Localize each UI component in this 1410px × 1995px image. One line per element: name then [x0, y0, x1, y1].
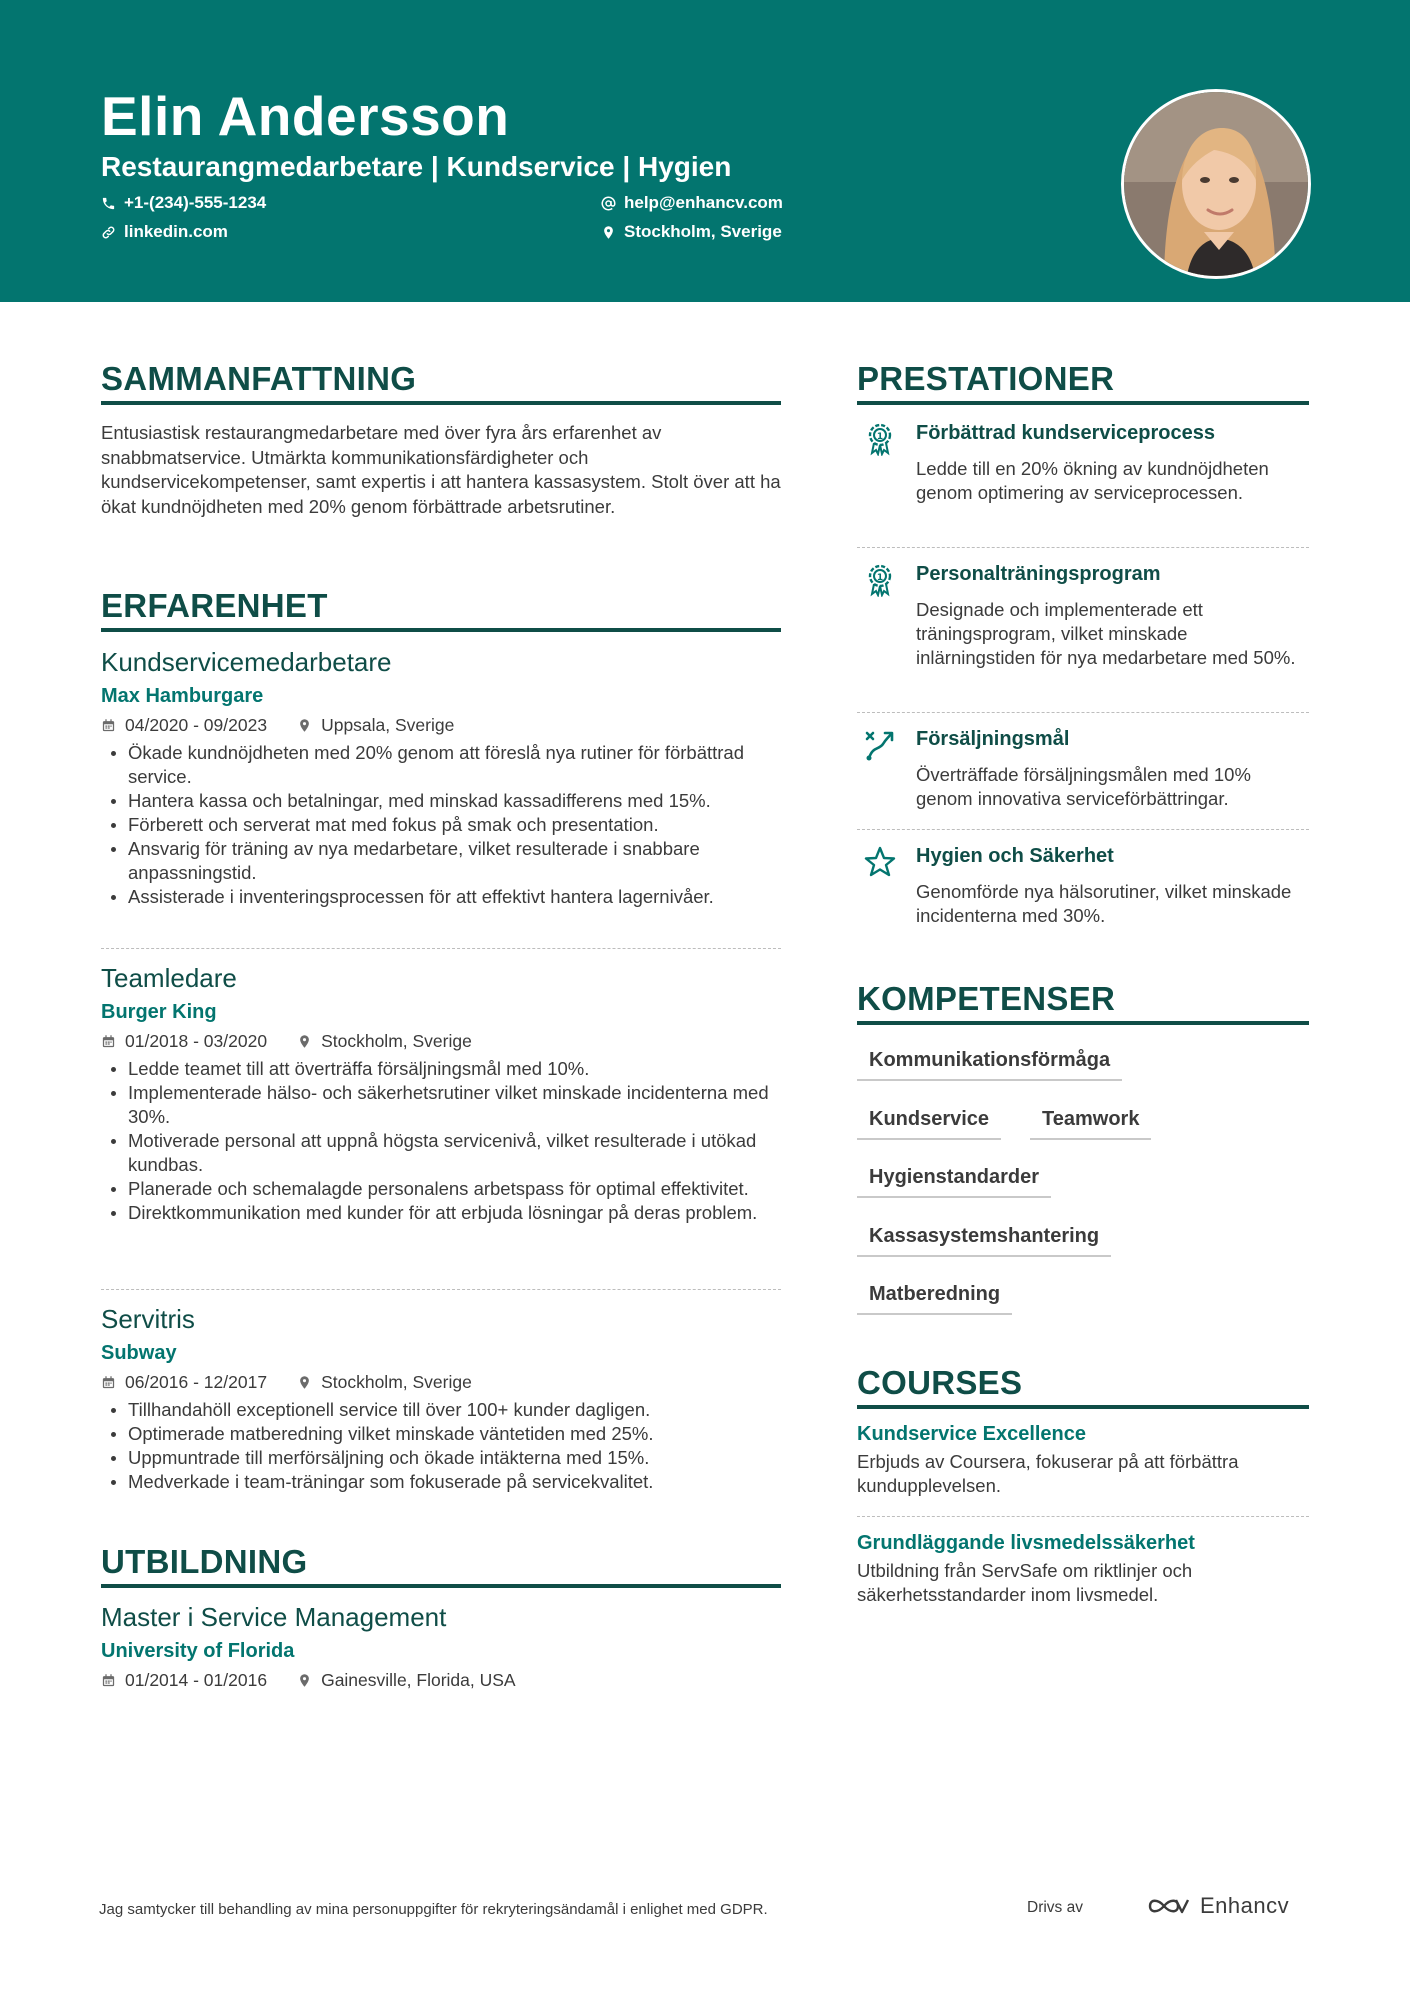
skills-heading: KOMPETENSER: [857, 980, 1116, 1017]
svg-text:1: 1: [876, 573, 884, 583]
gdpr-consent: Jag samtycker till behandling av mina personuppgifter för rekryteringsändamål i enlighet med GDPR.: [99, 1901, 768, 1918]
header-banner: [0, 0, 1410, 302]
contact-linkedin[interactable]: [101, 222, 228, 242]
enhancv-logo[interactable]: [1146, 1893, 1289, 1919]
job-company: Max Hamburgare: [101, 685, 264, 707]
job-dates-text: 06/2016 - 12/2017: [125, 1371, 268, 1392]
job-dates: [101, 715, 267, 736]
job-location-text: Stockholm, Sverige: [321, 1371, 472, 1392]
job-meta: [101, 1368, 781, 1396]
achievement-desc: Designade och implementerade ett träningsprogram, vilket minskade inlärningstiden för nya medarbetare med 50%.: [916, 599, 1296, 668]
job-company: Subway: [101, 1342, 177, 1364]
job-bullet: Uppmuntrade till merförsäljning och ökade intäkterna med 15%.: [101, 1446, 781, 1470]
brand-name: Enhancv: [1200, 1893, 1290, 1918]
job-location-text: Uppsala, Sverige: [321, 714, 455, 735]
award-ribbon-icon: [863, 563, 897, 597]
link-icon: [101, 225, 116, 240]
job-bullets: [101, 1057, 781, 1225]
calendar-icon: [101, 1673, 116, 1688]
location-pin-icon: [297, 1375, 312, 1390]
school-name: University of Florida: [101, 1640, 295, 1662]
job-bullet: Optimerade matberedning vilket minskade väntetiden med 25%.: [101, 1422, 781, 1446]
achievement-title: Hygien och Säkerhet: [916, 845, 1114, 867]
experience-entry: [101, 959, 781, 1225]
entry-divider: [101, 1289, 781, 1290]
location-pin-icon: [601, 225, 616, 240]
education-dates-text: 01/2014 - 01/2016: [125, 1669, 268, 1690]
job-bullet: Motiverade personal att uppnå högsta servicenivå, vilket resulterade i utökad kundbas.: [101, 1129, 781, 1177]
calendar-icon: [101, 718, 116, 733]
achievements-heading: PRESTATIONER: [857, 360, 1115, 397]
location-pin-icon: [297, 1034, 312, 1049]
job-dates-text: 01/2018 - 03/2020: [125, 1030, 268, 1051]
phone-icon: [101, 196, 116, 211]
job-bullets: [101, 1398, 781, 1494]
job-location-text: Stockholm, Sverige: [321, 1030, 472, 1051]
contact-phone[interactable]: [101, 193, 266, 213]
skills-heading-rule: [857, 1021, 1309, 1025]
achievement-title: Försäljningsmål: [916, 728, 1070, 750]
entry-divider: [857, 829, 1309, 830]
entry-divider: [857, 1516, 1309, 1517]
job-bullet: Ledde teamet till att överträffa försäljningsmål med 10%.: [101, 1057, 781, 1081]
job-bullets: [101, 741, 781, 909]
entry-divider: [857, 712, 1309, 713]
calendar-icon: [101, 1034, 116, 1049]
education-meta: [101, 1666, 781, 1694]
location-text: Stockholm, Sverige: [624, 222, 782, 241]
job-meta: [101, 711, 781, 739]
job-bullet: Assisterade i inventeringsprocessen för att effektivt hantera lagernivåer.: [101, 885, 781, 909]
at-icon: [601, 196, 616, 211]
course-title: Kundservice Excellence: [857, 1423, 1087, 1445]
course-desc: Erbjuds av Coursera, fokuserar på att förbättra kundupplevelsen.: [857, 1451, 1239, 1496]
achievement-item: [857, 422, 1309, 532]
location-pin-icon: [297, 718, 312, 733]
achievements-heading-rule: [857, 401, 1309, 405]
skill-tag: Kommunikationsförmåga: [857, 1043, 1122, 1081]
courses-heading: COURSES: [857, 1364, 1023, 1401]
education-entry: [101, 1598, 781, 1694]
job-bullet: Medverkade i team-träningar som fokuserade på servicekvalitet.: [101, 1470, 781, 1494]
achievement-desc: Genomförde nya hälsorutiner, vilket minskade incidenterna med 30%.: [916, 881, 1292, 926]
job-dates: [101, 1372, 267, 1393]
contact-email[interactable]: [601, 193, 783, 213]
education-location: [297, 1670, 516, 1691]
experience-entry: [101, 643, 781, 909]
degree-title: Master i Service Management: [101, 1602, 447, 1632]
skill-tag: Kundservice: [857, 1102, 1001, 1140]
job-bullet: Ökade kundnöjdheten med 20% genom att föreslå nya rutiner för förbättrad service.: [101, 741, 781, 789]
job-bullet: Planerade och schemalagde personalens arbetspass för optimal effektivitet.: [101, 1177, 781, 1201]
job-title: Kundservicemedarbetare: [101, 647, 392, 677]
summary-heading: SAMMANFATTNING: [101, 360, 417, 397]
achievement-item: [857, 728, 1309, 818]
experience-entry: [101, 1300, 781, 1494]
infinity-logo-icon: [1146, 1894, 1192, 1918]
education-heading: UTBILDNING: [101, 1543, 308, 1580]
achievement-item: [857, 845, 1309, 935]
linkedin-text: linkedin.com: [124, 222, 228, 241]
skill-tag: Teamwork: [1030, 1102, 1151, 1140]
job-bullet: Förberett och serverat mat med fokus på smak och presentation.: [101, 813, 781, 837]
profile-photo: [1121, 89, 1311, 279]
job-meta: [101, 1027, 781, 1055]
achievement-desc: Ledde till en 20% ökning av kundnöjdheten genom optimering av serviceprocessen.: [916, 458, 1269, 503]
courses-heading-rule: [857, 1405, 1309, 1409]
job-title: Teamledare: [101, 963, 237, 993]
job-location: [297, 1031, 472, 1052]
candidate-name: Elin Andersson: [101, 85, 510, 147]
achievement-title: Personalträningsprogram: [916, 563, 1161, 585]
summary-text: Entusiastisk restaurangmedarbetare med över fyra års erfarenhet av snabbmatservice. Utmärkta kommunikationsfärdigheter och kundservicekompetenser, samt expertis i att hantera kassasystem. Stolt över att ha ökat kundnöjdheten med 20% genom förbättrade arbetsrutiner.: [101, 422, 781, 517]
course-desc: Utbildning från ServSafe om riktlinjer och säkerhetsstandarder inom livsmedel.: [857, 1560, 1193, 1605]
contact-location: [601, 222, 782, 242]
experience-heading-rule: [101, 628, 781, 632]
job-bullet: Tillhandahöll exceptionell service till över 100+ kunder dagligen.: [101, 1398, 781, 1422]
award-ribbon-icon: [863, 422, 897, 456]
svg-text:1: 1: [876, 432, 884, 442]
powered-by-label: Drivs av: [1027, 1899, 1083, 1916]
location-pin-icon: [297, 1673, 312, 1688]
entry-divider: [857, 547, 1309, 548]
email-text: help@enhancv.com: [624, 193, 783, 212]
star-icon: [863, 845, 897, 879]
education-heading-rule: [101, 1584, 781, 1588]
phone-text: +1-(234)-555-1234: [124, 193, 267, 212]
job-dates: [101, 1031, 267, 1052]
course-title: Grundläggande livsmedelssäkerhet: [857, 1532, 1195, 1554]
target-path-icon: [863, 728, 897, 762]
job-bullet: Ansvarig för träning av nya medarbetare, vilket resulterade i snabbare anpassningstid.: [101, 837, 781, 885]
achievement-desc: Överträffade försäljningsmålen med 10% genom innovativa serviceförbättringar.: [916, 764, 1251, 809]
course-item: [857, 1527, 1309, 1607]
job-location: [297, 715, 454, 736]
skill-tag: Matberedning: [857, 1277, 1012, 1315]
candidate-headline: Restaurangmedarbetare | Kundservice | Hygien: [101, 151, 732, 182]
job-bullet: Implementerade hälso- och säkerhetsrutiner vilket minskade incidenterna med 30%.: [101, 1081, 781, 1129]
achievement-title: Förbättrad kundserviceprocess: [916, 422, 1215, 444]
job-dates-text: 04/2020 - 09/2023: [125, 714, 268, 735]
job-title: Servitris: [101, 1304, 195, 1334]
summary-heading-rule: [101, 401, 781, 405]
job-bullet: Direktkommunikation med kunder för att erbjuda lösningar på deras problem.: [101, 1201, 781, 1225]
job-company: Burger King: [101, 1001, 217, 1023]
education-location-text: Gainesville, Florida, USA: [321, 1669, 516, 1690]
experience-heading: ERFARENHET: [101, 587, 328, 624]
skill-tag: Kassasystemshantering: [857, 1219, 1111, 1257]
skill-tag: Hygienstandarder: [857, 1160, 1051, 1198]
course-item: [857, 1418, 1309, 1498]
calendar-icon: [101, 1375, 116, 1390]
job-location: [297, 1372, 472, 1393]
education-dates: [101, 1670, 267, 1691]
achievement-item: [857, 563, 1309, 703]
job-bullet: Hantera kassa och betalningar, med minskad kassadifferens med 15%.: [101, 789, 781, 813]
entry-divider: [101, 948, 781, 949]
